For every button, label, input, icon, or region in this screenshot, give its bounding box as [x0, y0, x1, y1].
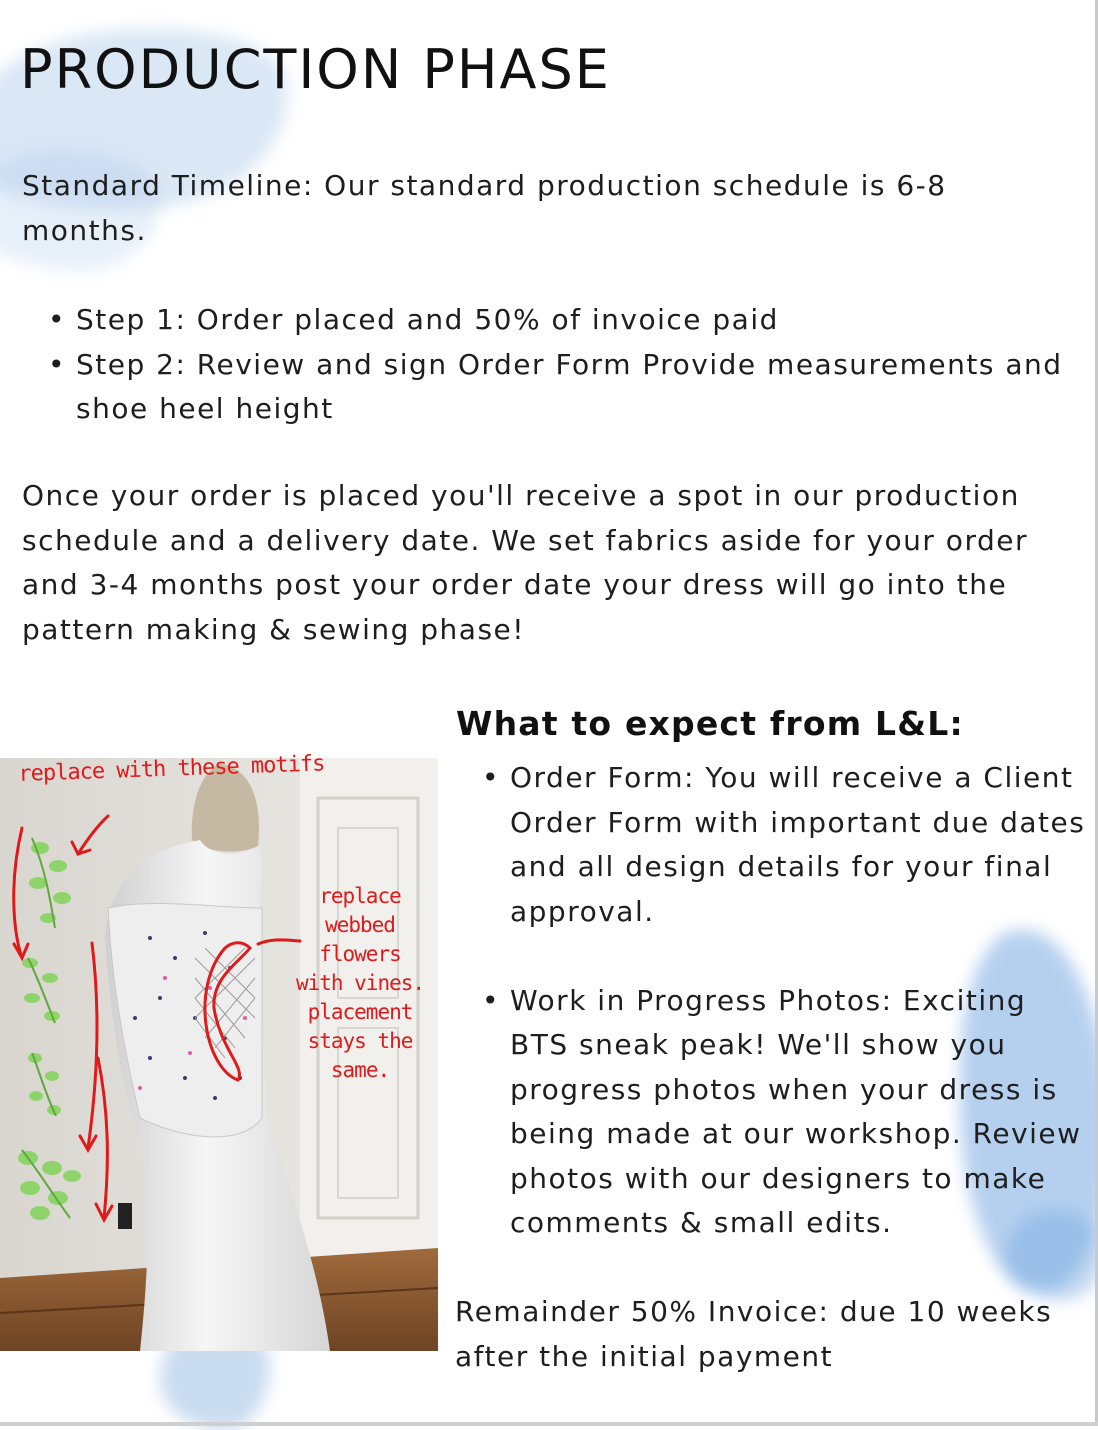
page-title: PRODUCTION PHASE — [20, 38, 611, 101]
annotation-right: replace webbed flowers with vines. placement stays the same. — [295, 884, 425, 1082]
page-edge — [0, 1422, 1098, 1426]
list-item: • Order Form: You will receive a Client Order Form with important due dates and all design details for your final approval. — [510, 756, 1090, 934]
list-item: • Step 2: Review and sign Order Form Provide measurements and shoe heel height — [76, 343, 1076, 432]
expect-heading: What to expect from L&L: — [456, 704, 964, 743]
expect-list — [510, 756, 1090, 1246]
steps-list — [76, 298, 1076, 432]
list-item: • Step 1: Order placed and 50% of invoice paid — [76, 298, 1076, 343]
dress-progress-photo — [0, 751, 438, 1351]
list-item: • Work in Progress Photos: Exciting BTS sneak peak! We'll show you progress photos when your dress is being made at our workshop. Review photos with our designers to make comments & small edits. — [510, 979, 1090, 1246]
annotation-top: replace with these motifs — [18, 751, 325, 787]
remainder-text: Remainder 50% Invoice: due 10 weeks after the initial payment — [455, 1295, 1053, 1373]
timeline-text: Standard Timeline: Our standard production schedule is 6-8 months. — [22, 169, 947, 247]
order-placed-text: Once your order is placed you'll receive a spot in our production schedule and a delivery date. We set fabrics aside for your order and 3-4 months post your order date your dress will go into the pattern making & sewing phase! — [22, 479, 1028, 646]
